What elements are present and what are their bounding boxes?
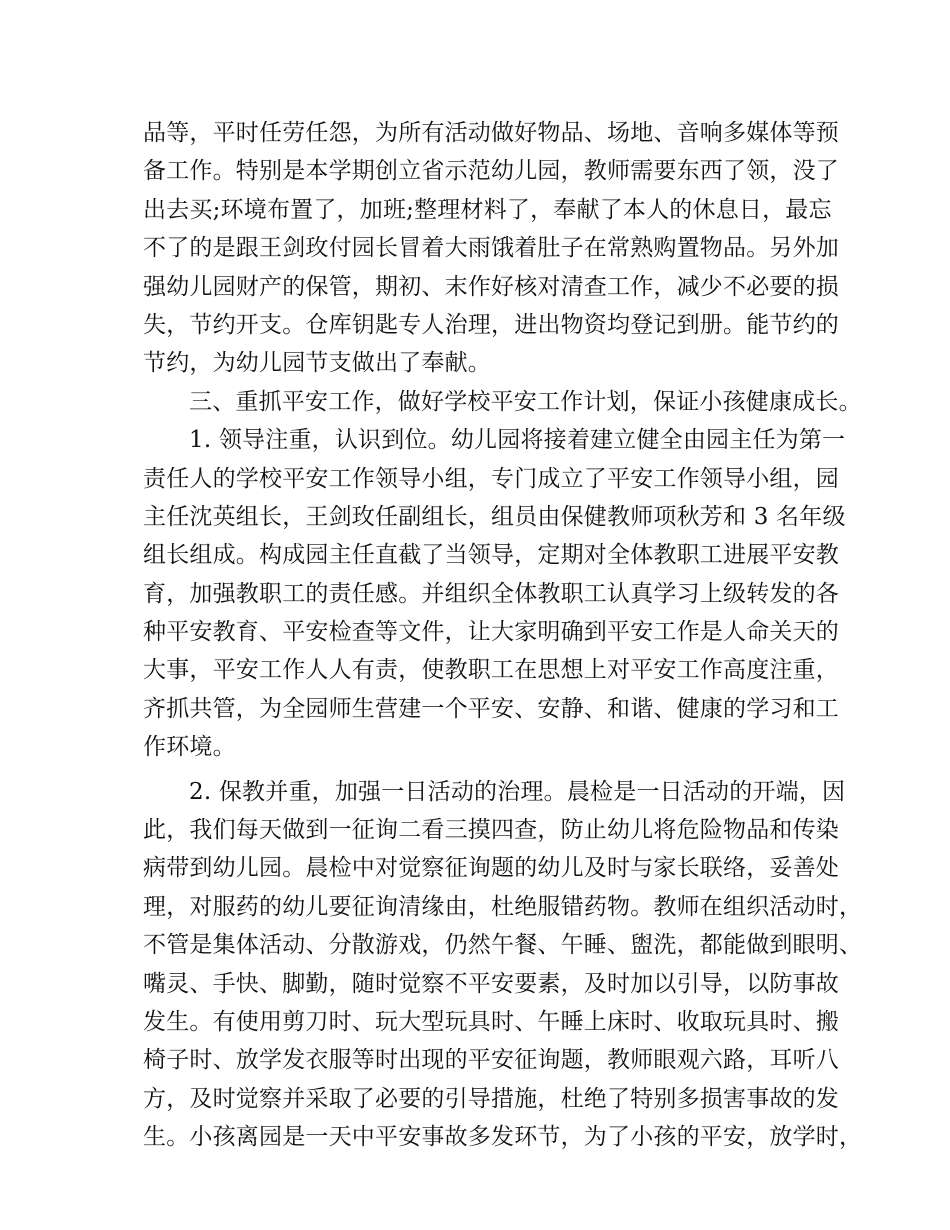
text-line: 失，节约开支。仓库钥匙专人治理，进出物资均登记到册。能节约的 [143,311,839,338]
text-line: 大事，平安工作人人有责，使教职工在思想上对平安工作高度注重， [143,657,839,684]
text-line: 品等，平时任劳任怨，为所有活动做好物品、场地、音响多媒体等预 [143,120,839,146]
text-line: 育，加强教职工的责任感。并组织全体教职工认真学习上级转发的各 [143,580,839,607]
text-line: 椅子时、放学发衣服等时出现的平安征询题，教师眼观六路，耳听八 [143,1047,839,1074]
section-heading: 三、重抓平安工作，做好学校平安工作计划，保证小孩健康成长。 [189,388,862,415]
text-line: 不了的是跟王剑玫付园长冒着大雨饿着肚子在常熟购置物品。另外加 [143,235,839,262]
text-line: 强幼儿园财产的保管，期初、末作好核对清查工作，减少不必要的损 [143,273,839,300]
text-line: 出去买;环境布置了，加班;整理材料了，奉献了本人的休息日，最忘 [143,196,832,223]
text-line: 嘴灵、手快、脚勤，随时觉察不平安要素，及时加以引导，以防事故 [143,970,839,997]
text-line: 备工作。特别是本学期创立省示范幼儿园，教师需要东西了领，没了 [143,158,839,185]
text-line: 此，我们每天做到一征询二看三摸四查，防止幼儿将危险物品和传染 [143,817,839,844]
text-line: 发生。有使用剪刀时、玩大型玩具时、午睡上床时、收取玩具时、搬 [143,1008,839,1035]
text-line: 病带到幼儿园。晨检中对觉察征询题的幼儿及时与家长联络，妥善处 [143,855,839,882]
text-line: 节约，为幼儿园节支做出了奉献。 [143,350,491,377]
text-line: 齐抓共管，为全园师生营建一个平安、安静、和谐、健康的学习和工 [143,695,839,722]
text-line: 组长组成。构成园主任直截了当领导，定期对全体教职工进展平安教 [143,542,839,569]
text-line: 方，及时觉察并采取了必要的引导措施，杜绝了特别多损害事故的发 [143,1085,839,1112]
paragraph-start: 1. 领导注重，认识到位。幼儿园将接着建立健全由园主任为第一 [189,427,846,454]
text-line: 作环境。 [143,734,236,761]
text-line: 主任沈英组长，王剑玫任副组长，组员由保健教师项秋芳和 3 名年级 [143,503,846,530]
paragraph-start: 2. 保教并重，加强一日活动的治理。晨检是一日活动的开端，因 [189,778,846,805]
text-line: 理，对服药的幼儿要征询清缘由，杜绝服错药物。教师在组织活动时， [143,893,863,920]
text-line: 不管是集体活动、分散游戏，仍然午餐、午睡、盥洗，都能做到眼明、 [143,932,863,959]
text-line: 生。小孩离园是一天中平安事故多发环节，为了小孩的平安，放学时， [143,1124,863,1151]
text-line: 责任人的学校平安工作领导小组，专门成立了平安工作领导小组，园 [143,465,839,492]
document-body [143,114,863,1157]
text-line: 种平安教育、平安检查等文件，让大家明确到平安工作是人命关天的 [143,619,839,646]
